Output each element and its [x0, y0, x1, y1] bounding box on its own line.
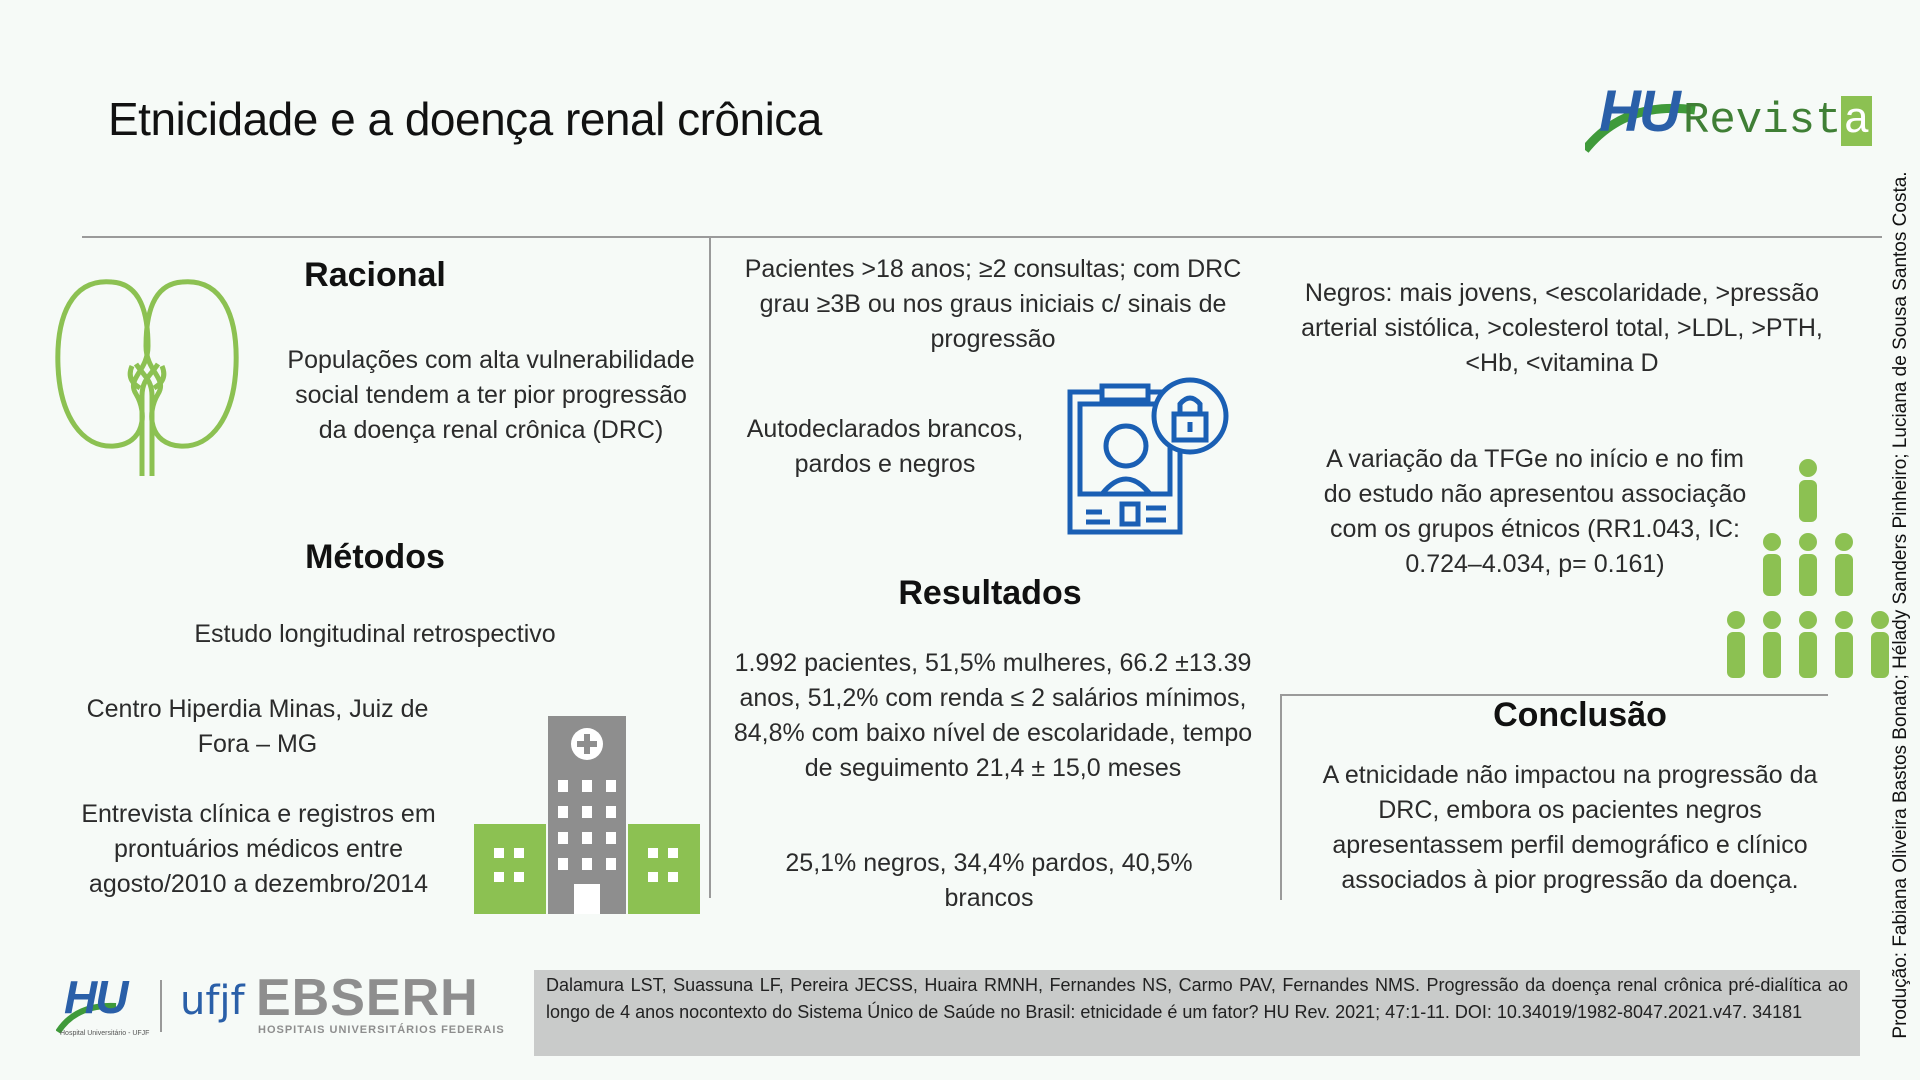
footer-logos — [56, 969, 505, 1044]
reference-citation: Dalamura LST, Suassuna LF, Pereira JECSS, Huaira RMNH, Fernandes NS, Carmo PAV, Fernandes NMS. Progressão da doença renal crônica pré-dialítica ao longo de 4 anos nocontexto do Sistema Único de Saúde no Brasil: etnicidade é um fator? HU Rev. 2021; 47:1-11. DOI: 10.34019/1982-8047.2021.v47. 34181 — [534, 970, 1860, 1056]
footer-logo-separator — [160, 980, 162, 1032]
inclusion-criteria: Pacientes >18 anos; ≥2 consultas; com DRC grau ≥3B ou nos graus iniciais c/ sinais de progressão — [744, 255, 1242, 353]
self-declared-groups: Autodeclarados brancos, pardos e negros — [746, 415, 1024, 478]
hu-revista-last-letter: a — [1843, 96, 1870, 146]
column-divider-left — [709, 238, 711, 898]
hu-revista-text: Revist — [1683, 96, 1842, 146]
people-pyramid-icon — [1720, 456, 1896, 682]
metodos-data-source: Entrevista clínica e registros em prontuários médicos entre agosto/2010 a dezembro/2014 — [81, 800, 436, 898]
ebserh-logo-text: EBSERH — [256, 969, 479, 1027]
side-credit-text: Produção: Fabiana Oliveira Bastos Bonato; Hélady Sanders Pinheiro; Luciana de Sousa Santos Costa. — [1890, 171, 1911, 1039]
metodos-location: Centro Hiperdia Minas, Juiz de Fora – MG — [86, 695, 429, 758]
tfge-result: A variação da TFGe no início e no fim do estudo não apresentou associação com os grupos étnicos (RR1.043, IC: 0.724–4.034, p= 0.161) — [1323, 445, 1747, 578]
hu-revista-logo — [1585, 80, 1885, 165]
kidney-icon — [52, 276, 242, 478]
ebserh-logo-subtitle: HOSPITAIS UNIVERSITÁRIOS FEDERAIS — [258, 1024, 505, 1036]
resultados-demographics: 1.992 pacientes, 51,5% mulheres, 66.2 ±13.39 anos, 51,2% com renda ≤ 2 salários mínimos, 84,8% com baixo nível de escolaridade, tempo de seguimento 21,4 ± 15,0 meses — [733, 649, 1253, 782]
racional-heading: Racional — [304, 256, 446, 294]
metodos-study-type: Estudo longitudinal retrospectivo — [194, 620, 556, 648]
conclusao-heading: Conclusão — [1493, 696, 1667, 734]
resultados-heading: Resultados — [898, 574, 1082, 612]
hospital-icon — [474, 716, 700, 914]
racional-text: Populações com alta vulnerabilidade social tendem a ter pior progressão da doença renal crônica (DRC) — [287, 346, 695, 444]
negros-profile: Negros: mais jovens, <escolaridade, >pressão arterial sistólica, >colesterol total, >LDL, >PTH, <Hb, <vitamina D — [1301, 279, 1823, 377]
hu-footer-text: HU — [64, 971, 127, 1023]
patient-record-lock-icon — [1066, 372, 1230, 536]
conclusao-text: A etnicidade não impactou na progressão da DRC, embora os pacientes negros apresentassem perfil demográfico e clínico associados à pior progressão da doença. — [1322, 761, 1818, 894]
hu-footer-subtitle: Hospital Universitário - UFJF — [60, 1030, 150, 1037]
page-title: Etnicidade e a doença renal crônica — [108, 93, 822, 145]
metodos-heading: Métodos — [305, 538, 445, 576]
resultados-ethnicity: 25,1% negros, 34,4% pardos, 40,5% brancos — [785, 849, 1193, 912]
ufjf-logo-text: ufjf — [180, 978, 245, 1024]
top-divider — [82, 236, 1882, 238]
column-divider-right — [1280, 695, 1282, 900]
hu-revista-hu-text: HU — [1599, 79, 1679, 144]
